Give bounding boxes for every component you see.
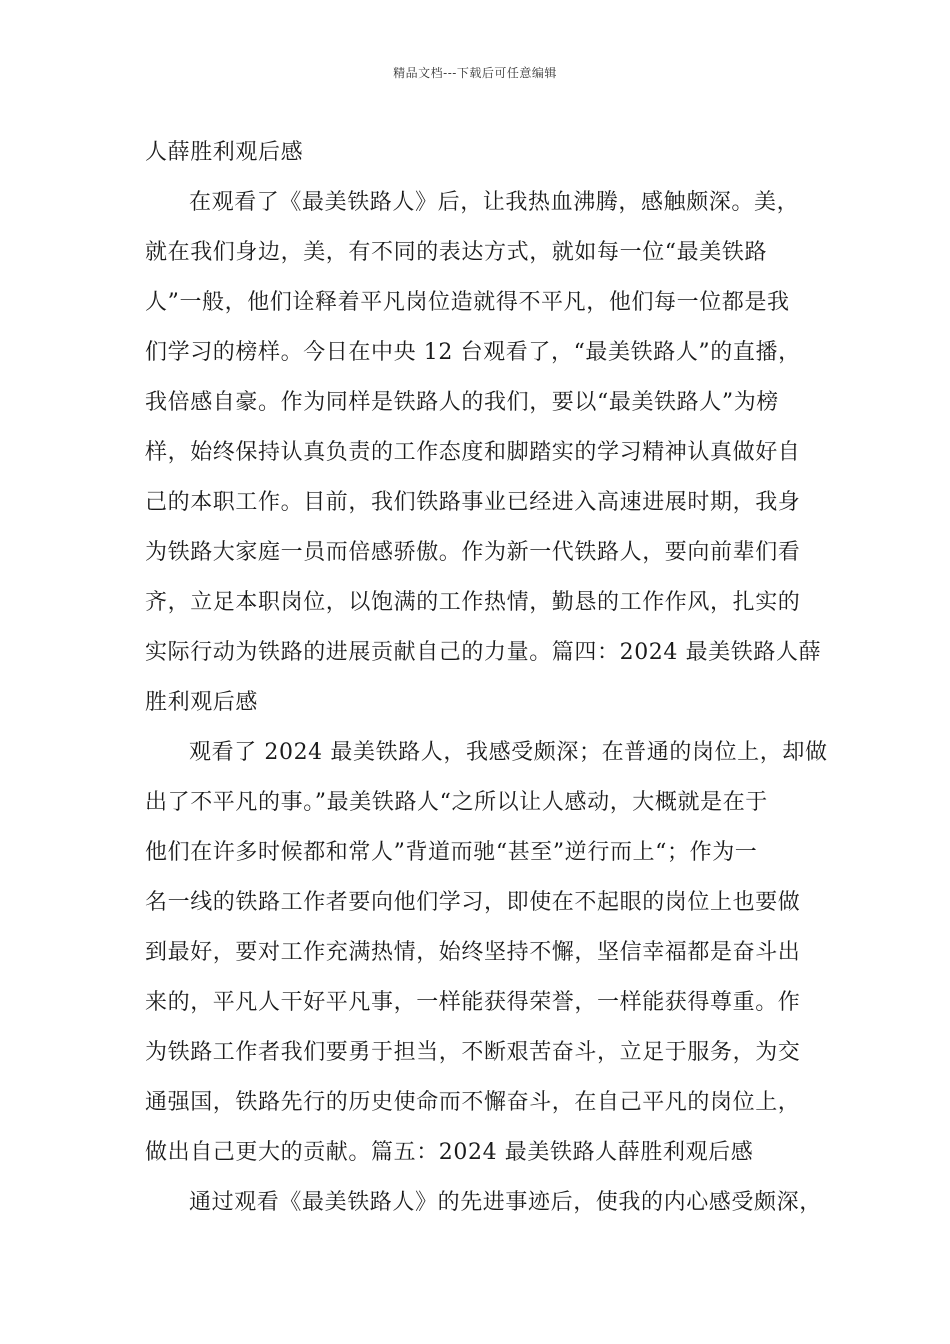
text-line: 们学习的榜样。今日在中央 12 台观看了，“最美铁路人”的直播，: [145, 340, 801, 365]
text-line: 胜利观后感: [145, 690, 259, 715]
text-line: 齐，立足本职岗位，以饱满的工作热情，勤恳的工作作风，扎实的: [145, 590, 801, 615]
text-line: 实际行动为铁路的进展贡献自己的力量。篇四：2024 最美铁路人薛: [145, 640, 822, 665]
text-line: 他们在许多时候都和常人”背道而驰“甚至”逆行而上“；作为一: [145, 840, 758, 865]
text-line: 在观看了《最美铁路人》后，让我热血沸腾，感触颇深。美，: [189, 190, 800, 215]
text-line: 样，始终保持认真负责的工作态度和脚踏实的学习精神认真做好自: [145, 440, 801, 465]
text-line: 就在我们身边，美，有不同的表达方式，就如每一位“最美铁路: [145, 240, 768, 265]
text-line: 通过观看《最美铁路人》的先进事迹后，使我的内心感受颇深，: [189, 1190, 822, 1215]
text-line: 到最好，要对工作充满热情，始终坚持不懈，坚信幸福都是奋斗出: [145, 940, 801, 965]
text-line: 我倍感自豪。作为同样是铁路人的我们，要以“最美铁路人”为榜: [145, 390, 779, 415]
text-line: 己的本职工作。目前，我们铁路事业已经进入高速进展时期，我身: [145, 490, 801, 515]
text-line: 人”一般，他们诠释着平凡岗位造就得不平凡，他们每一位都是我: [145, 290, 790, 315]
text-line: 为铁路大家庭一员而倍感骄傲。作为新一代铁路人，要向前辈们看: [145, 540, 801, 565]
text-line: 观看了 2024 最美铁路人，我感受颇深；在普通的岗位上，却做: [189, 740, 828, 765]
document-body: [145, 128, 828, 1228]
page-header: 精品文档---下载后可任意编辑: [393, 66, 557, 80]
text-line: 人薛胜利观后感: [145, 140, 304, 165]
text-line: 出了不平凡的事。”最美铁路人“之所以让人感动，大概就是在于: [145, 790, 768, 815]
text-line: 通强国，铁路先行的历史使命而不懈奋斗，在自己平凡的岗位上，: [145, 1090, 801, 1115]
text-line: 做出自己更大的贡献。篇五：2024 最美铁路人薛胜利观后感: [145, 1140, 754, 1165]
text-line: 来的，平凡人干好平凡事，一样能获得荣誉，一样能获得尊重。作: [145, 990, 801, 1015]
text-line: 为铁路工作者我们要勇于担当，不断艰苦奋斗，立足于服务，为交: [145, 1040, 801, 1065]
text-line: 名一线的铁路工作者要向他们学习，即使在不起眼的岗位上也要做: [145, 890, 801, 915]
